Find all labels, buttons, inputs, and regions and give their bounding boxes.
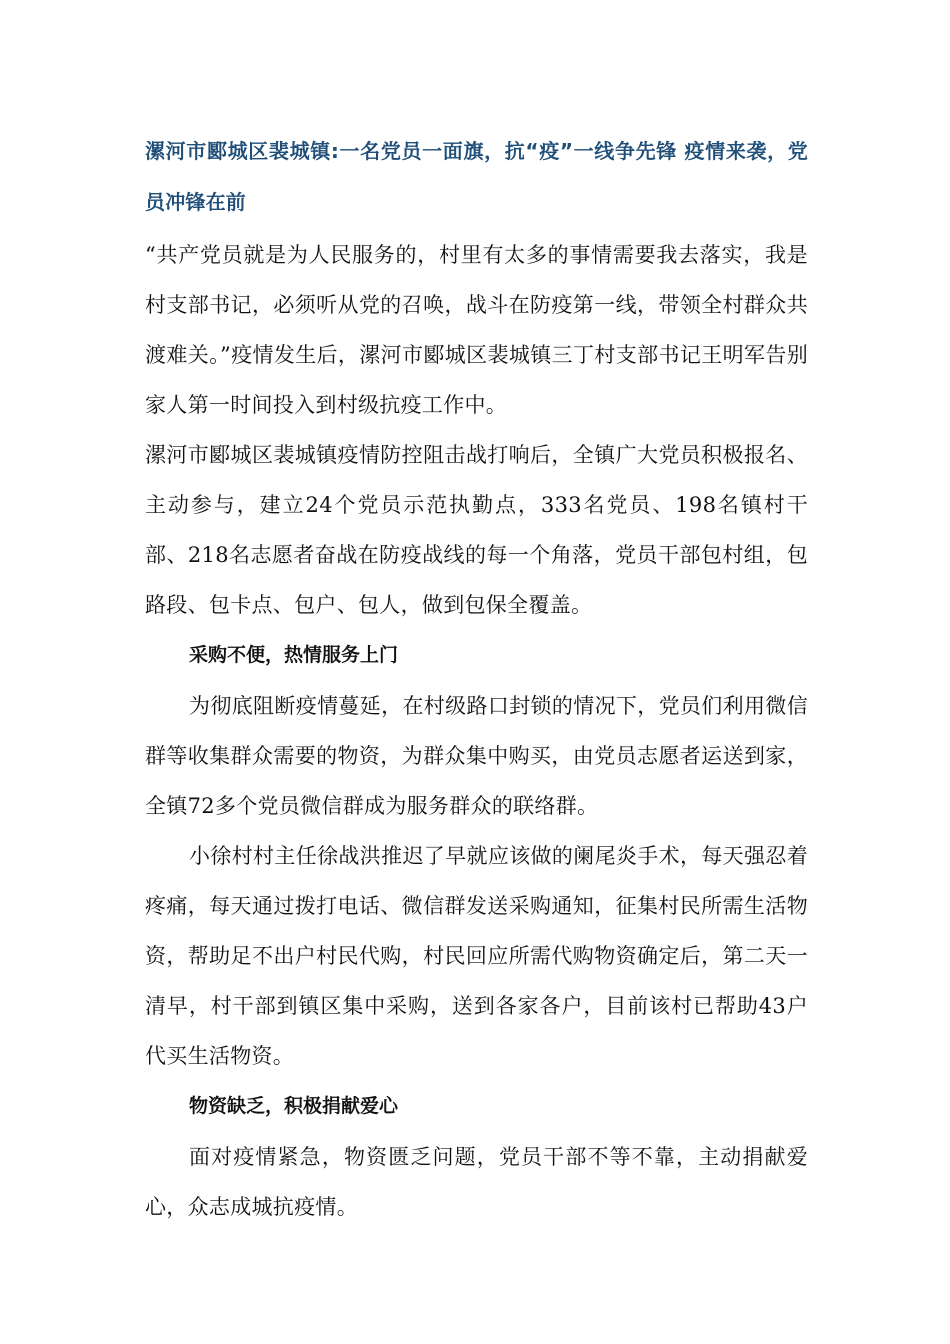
section1-paragraph-2: 小徐村村主任徐战洪推迟了早就应该做的阑尾炎手术，每天强忍着疼痛，每天通过拨打电话、微信群发送采购通知，征集村民所需生活物资，帮助足不出户村民代购，村民回应所需代购物资确定后，第二天一清早，村干部到镇区集中采购，送到各家各户，目前该村已帮助43户代买生活物资。 <box>145 844 808 1068</box>
document-page <box>145 126 808 1232</box>
section2-paragraph-1: 面对疫情紧急，物资匮乏问题，党员干部不等不靠，主动捐献爱 心，众志成城抗疫情。 <box>145 1145 808 1219</box>
section-heading-purchase: 采购不便，热情服务上门 <box>189 644 399 666</box>
section1-paragraph-1: 为彻底阻断疫情蔓延，在村级路口封锁的情况下，党员们利用微信群等收集群众需要的物资，为群众集中购买，由党员志愿者运送到家，全镇72多个党员微信群成为服务群众的联络群。 <box>145 694 808 818</box>
section-heading-donation: 物资缺乏，积极捐献爱心 <box>189 1095 399 1117</box>
intro-paragraph-1: “共产党员就是为人民服务的，村里有太多的事情需要我去落实，我是村支部书记，必须听从党的召唤，战斗在防疫第一线，带领全村群众共渡难关。”疫情发生后，漯河市郾城区裴城镇三丁村支部书记王明军告别家人第一时间投入到村级抗疫工作中。 <box>145 243 808 417</box>
intro-paragraph-2: 漯河市郾城区裴城镇疫情防控阻击战打响后，全镇广大党员积极报名、主动参与，建立24个党员示范执勤点，333名党员、198名镇村干部、218名志愿者奋战在防疫战线的每一个角落，党员干部包村组，包路段、包卡点、包户、包人，做到包保全覆盖。 <box>145 443 808 617</box>
article-title: 漯河市郾城区裴城镇:一名党员一面旗，抗“疫”一线争先锋 疫情来袭，党员冲锋在前 <box>145 139 808 214</box>
